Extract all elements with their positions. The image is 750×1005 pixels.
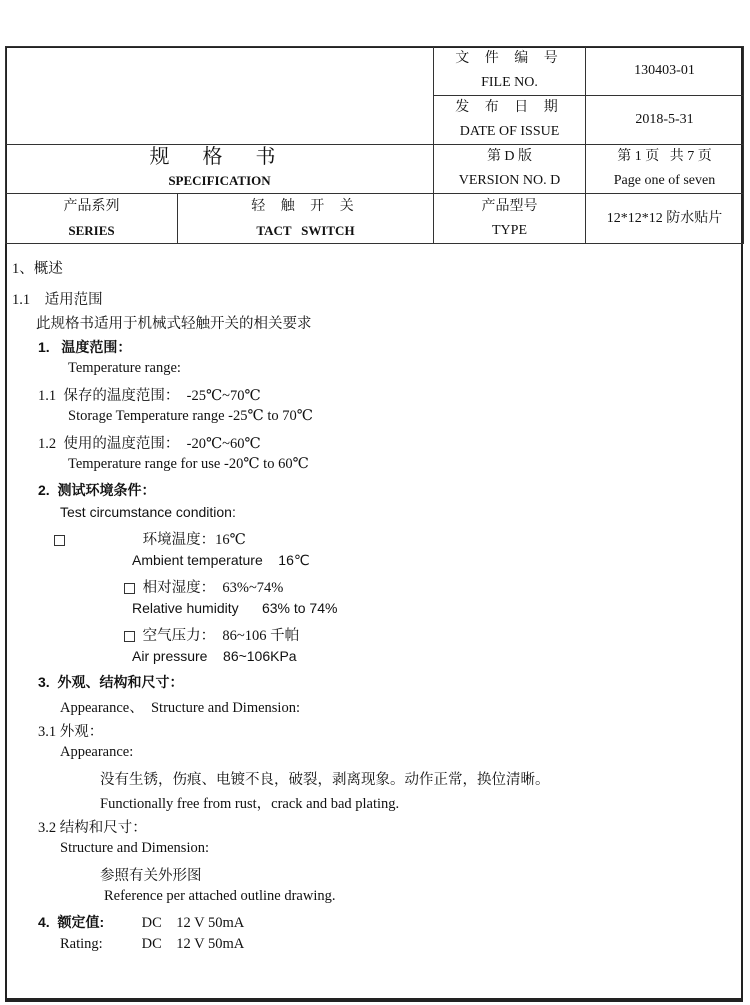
header-table (5, 46, 744, 244)
pressure-row (124, 624, 299, 645)
section-1-heading: 1、概述 (12, 261, 63, 277)
file-no-label-cn: 文 件 编 号 (455, 51, 564, 66)
section-1-1-text: 此规格书适用于机械式轻触开关的相关要求 (36, 316, 312, 332)
temperature-heading-en: Temperature range: (68, 360, 181, 376)
date-label-cell (434, 96, 586, 145)
series-label-cell (6, 194, 178, 244)
section-3-2-en: Structure and Dimension: (60, 840, 210, 856)
title-cell (6, 145, 434, 194)
section-3-2-en-text: Reference per attached outline drawing. (104, 888, 336, 904)
title-en: SPECIFICATION (168, 173, 271, 188)
series-value-cell (178, 194, 434, 244)
type-value: 12*12*12 防水贴片 (586, 194, 744, 244)
page-en: Page one of seven (613, 173, 716, 188)
series-value-cn: 轻 触 开 关 (251, 198, 360, 214)
file-no-label-cell (434, 47, 586, 96)
series-label-cn: 产品系列 (63, 198, 120, 214)
title-cn: 规 格 书 (149, 146, 290, 168)
checkbox-icon (124, 631, 135, 642)
version-en: VERSION NO. D (458, 173, 561, 188)
bottom-rule (5, 998, 743, 1001)
section-3-2-heading: 3.2 结构和尺寸： (38, 820, 147, 836)
humidity-en: Relative humidity 63% to 74% (132, 600, 338, 616)
section-3-1-cn-text: 没有生锈，伤痕、电镀不良，破裂，剥离现象。动作正常，换位清晰。 (100, 772, 550, 788)
pressure-en: Air pressure 86~106KPa (132, 648, 297, 664)
series-label-en: SERIES (68, 222, 115, 238)
section-3-1-en-text: Functionally free from rust，crack and bad plating. (100, 796, 400, 812)
section-3-1-heading: 3.1 外观： (38, 724, 104, 740)
file-no-value: 130403-01 (586, 47, 744, 96)
file-no-label-en: FILE NO. (481, 75, 538, 90)
test-condition-heading: 2. 测试环境条件： (38, 482, 156, 498)
use-temp-cn: 1.2 使用的温度范围： -20℃~60℃ (38, 436, 261, 452)
rating-en-value: DC 12 V 50mA (141, 936, 245, 952)
rating-en-row (60, 936, 244, 953)
ambient-cn: 环境温度：16℃ (142, 532, 246, 548)
type-label-cell (434, 194, 586, 244)
appearance-heading-en: Appearance、 Structure and Dimension: (60, 700, 300, 716)
pressure-cn: 空气压力： 86~106 千帕 (142, 628, 300, 644)
rating-cn-row (38, 912, 244, 932)
checkbox-icon (124, 583, 135, 594)
test-condition-en: Test circumstance condition: (60, 504, 236, 520)
appearance-heading: 3. 外观、结构和尺寸： (38, 674, 184, 690)
use-temp-en: Temperature range for use -20℃ to 60℃ (68, 456, 309, 472)
rating-en-label: Rating: (60, 936, 103, 952)
header-blank-cell (6, 47, 434, 145)
date-label-en: DATE OF ISSUE (459, 124, 560, 139)
page-cn: 第 1 页 共 7 页 (617, 149, 712, 164)
section-3-2-cn-text: 参照有关外形图 (100, 868, 202, 884)
date-value: 2018-5-31 (586, 96, 744, 145)
rating-cn-value: DC 12 V 50mA (141, 915, 245, 931)
type-label-en: TYPE (492, 222, 527, 238)
type-label-cn: 产品型号 (481, 198, 538, 214)
page-cell (586, 145, 744, 194)
temperature-heading: 1. 温度范围： (38, 339, 132, 355)
humidity-row (124, 576, 283, 597)
section-1-1-heading: 1.1 适用范围 (12, 292, 103, 308)
version-cell (434, 145, 586, 194)
storage-temp-en: Storage Temperature range -25℃ to 70℃ (68, 408, 313, 424)
humidity-cn: 相对湿度： 63%~74% (142, 580, 284, 596)
ambient-en: Ambient temperature 16℃ (132, 552, 310, 568)
checkbox-icon (54, 535, 65, 546)
series-value-en: TACT SWITCH (256, 222, 355, 238)
storage-temp-cn: 1.1 保存的温度范围： -25℃~70℃ (38, 388, 261, 404)
date-label-cn: 发 布 日 期 (455, 100, 564, 115)
version-cn: 第 D 版 (486, 149, 533, 164)
ambient-row (54, 528, 246, 549)
rating-cn-label: 4. 额定值: (38, 914, 105, 930)
section-3-1-en: Appearance: (60, 744, 134, 760)
